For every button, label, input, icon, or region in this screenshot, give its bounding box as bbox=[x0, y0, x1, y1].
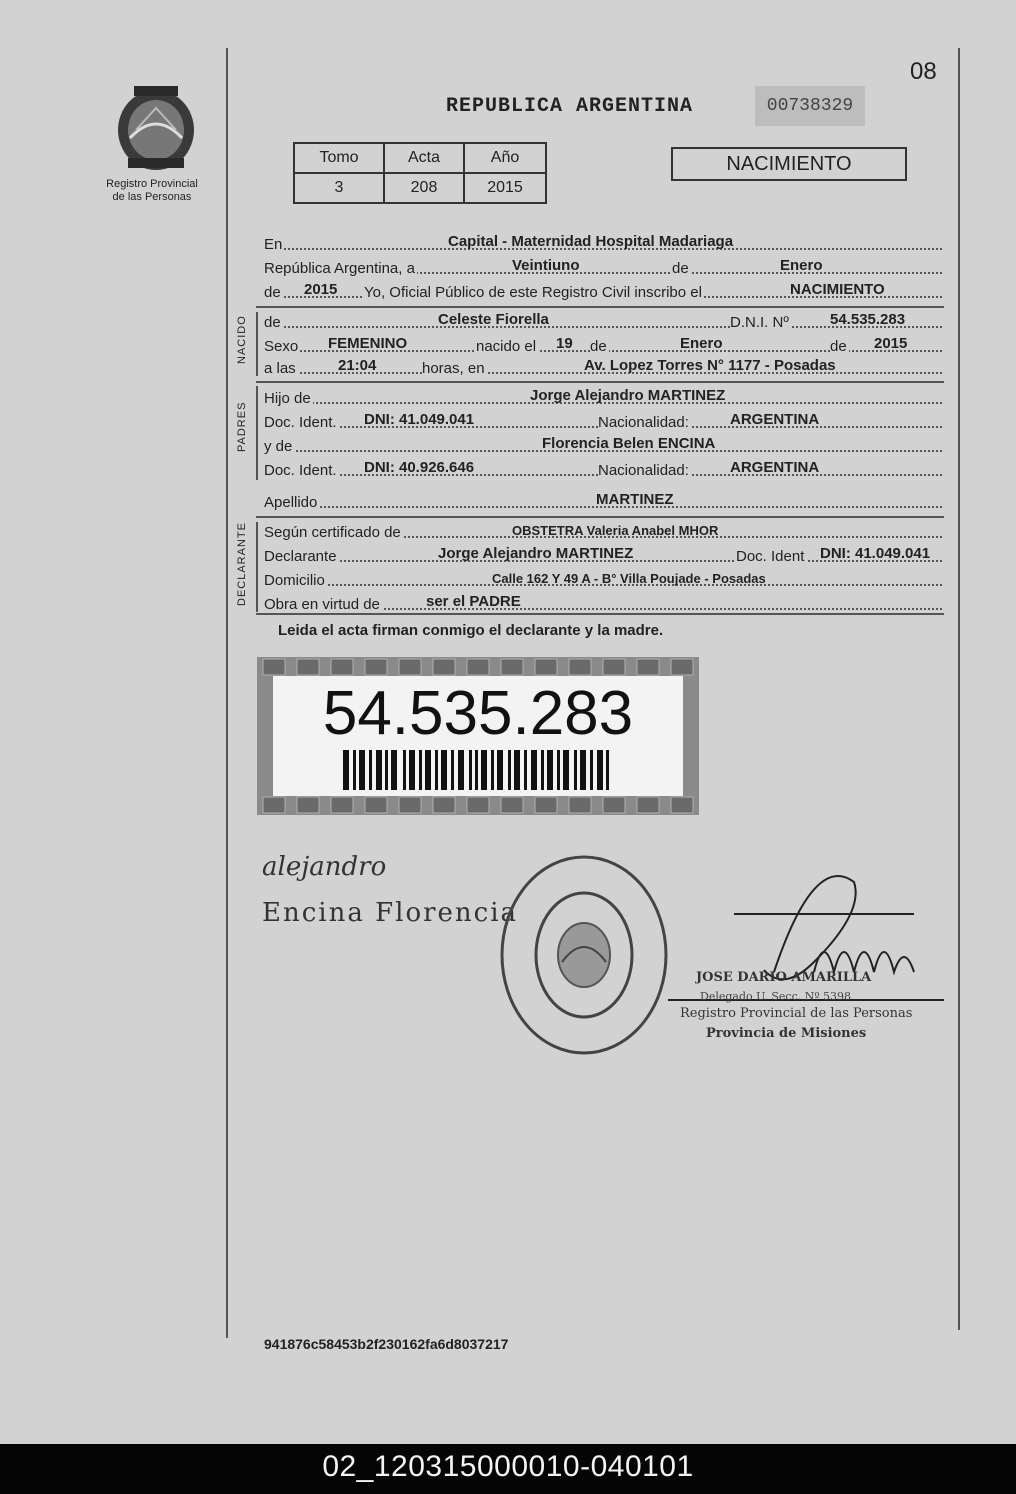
yde-label: y de bbox=[264, 438, 293, 455]
official-org: Registro Provincial de las Personas bbox=[680, 1006, 913, 1021]
signature-madre: Encina Florencia bbox=[262, 898, 519, 928]
row-hijo bbox=[264, 386, 942, 408]
row-madre bbox=[264, 434, 942, 456]
de-label: de bbox=[672, 260, 689, 277]
nacido-dia-value: 19 bbox=[556, 335, 573, 352]
row-madre-doc bbox=[264, 458, 942, 480]
madre-nac-value: ARGENTINA bbox=[730, 459, 820, 476]
tomo-header: Tomo bbox=[294, 143, 384, 173]
nacido-de-label: de bbox=[590, 338, 607, 355]
row-yo bbox=[264, 280, 942, 302]
nacido-de2-label: de bbox=[830, 338, 847, 355]
domicilio-label: Domicilio bbox=[264, 572, 325, 589]
tipo-value: NACIMIENTO bbox=[790, 281, 885, 298]
acta-value: 208 bbox=[384, 173, 464, 203]
apellido-value: MARTINEZ bbox=[596, 491, 674, 508]
document-hash: 941876c58453b2f230162fa6d8037217 bbox=[264, 1336, 509, 1352]
tomo-value: 3 bbox=[294, 173, 384, 203]
dni-value: 54.535.283 bbox=[830, 311, 906, 328]
padre-doc-value: DNI: 41.049.041 bbox=[364, 411, 475, 428]
registry-header-row bbox=[294, 143, 546, 173]
barcode-number: 54.535.283 bbox=[322, 679, 634, 748]
yo-label: Yo, Oficial Público de este Registro Civil inscribo el bbox=[364, 284, 702, 301]
row-domicilio bbox=[264, 568, 942, 590]
separator bbox=[256, 306, 944, 308]
madre-doc-label: Doc. Ident. bbox=[264, 462, 337, 479]
declarante-doc-value: DNI: 41.049.041 bbox=[820, 545, 931, 562]
registry-value-row bbox=[294, 173, 546, 203]
left-margin-line bbox=[226, 48, 228, 1338]
nombre-de-label: de bbox=[264, 314, 281, 331]
row-fecha bbox=[264, 256, 942, 278]
sexo-value: FEMENINO bbox=[328, 335, 408, 352]
row-hora bbox=[264, 356, 942, 378]
domicilio-value: Calle 162 Y 49 A - B° Villa Poujade - Posadas bbox=[492, 571, 766, 586]
padre-value: Jorge Alejandro MARTINEZ bbox=[530, 387, 726, 404]
serial-number: 00738329 bbox=[755, 86, 865, 126]
row-certificado bbox=[264, 520, 942, 542]
signature-declarante: alejandro bbox=[262, 852, 387, 882]
nacido-section-label: NACIDO bbox=[236, 315, 248, 364]
document-title: REPUBLICA ARGENTINA bbox=[446, 95, 694, 118]
anio-value: 2015 bbox=[464, 173, 546, 203]
mes-value: Enero bbox=[780, 257, 823, 274]
certificado-value: OBSTETRA Valeria Anabel MHOR bbox=[512, 523, 719, 538]
nacido-el-label: nacido el bbox=[476, 338, 537, 355]
row-sexo bbox=[264, 334, 942, 356]
en-value: Capital - Maternidad Hospital Madariaga bbox=[448, 233, 734, 250]
acta-header: Acta bbox=[384, 143, 464, 173]
page-number: 08 bbox=[910, 58, 937, 85]
declarante-label: Declarante bbox=[264, 548, 337, 565]
sexo-label: Sexo bbox=[264, 338, 299, 355]
republica-label: República Argentina, a bbox=[264, 260, 415, 277]
madre-value: Florencia Belen ENCINA bbox=[542, 435, 716, 452]
anio-header: Año bbox=[464, 143, 546, 173]
horas-label: horas, en bbox=[422, 360, 485, 377]
barcode-icon bbox=[343, 750, 609, 790]
row-en bbox=[264, 232, 942, 254]
madre-nac-label: Nacionalidad: bbox=[598, 462, 689, 479]
hijo-label: Hijo de bbox=[264, 390, 311, 407]
lugar-value: Av. Lopez Torres N° 1177 - Posadas bbox=[584, 357, 836, 374]
official-title: Delegado U. Secc. Nº 5398 bbox=[700, 990, 852, 1003]
registry-table bbox=[293, 142, 547, 204]
declarante-value: Jorge Alejandro MARTINEZ bbox=[438, 545, 634, 562]
separator bbox=[256, 381, 944, 383]
logo-label-line1: Registro Provincial bbox=[106, 178, 198, 190]
declarante-doc-label: Doc. Ident bbox=[736, 548, 805, 565]
declarante-side-line bbox=[256, 522, 258, 612]
padre-nac-label: Nacionalidad: bbox=[598, 414, 689, 431]
certificado-label: Según certificado de bbox=[264, 524, 401, 541]
row-apellido bbox=[264, 490, 942, 512]
row-padre-doc bbox=[264, 410, 942, 432]
row-obra bbox=[264, 592, 942, 614]
footer-id: 02_120315000010-040101 bbox=[0, 1444, 1016, 1494]
dia-value: Veintiuno bbox=[512, 257, 580, 274]
padre-doc-label: Doc. Ident. bbox=[264, 414, 337, 431]
padres-section-label: PADRES bbox=[236, 401, 248, 452]
hora-value: 21:04 bbox=[338, 357, 377, 374]
alas-label: a las bbox=[264, 360, 296, 377]
separator bbox=[256, 613, 944, 615]
de2-label: de bbox=[264, 284, 281, 301]
nacido-anio-value: 2015 bbox=[874, 335, 908, 352]
apellido-label: Apellido bbox=[264, 494, 318, 511]
declarante-section-label: DECLARANTE bbox=[236, 522, 248, 606]
padres-side-line bbox=[256, 386, 258, 480]
obra-value: ser el PADRE bbox=[426, 593, 521, 610]
en-label: En bbox=[264, 236, 283, 253]
row-declarante bbox=[264, 544, 942, 566]
dni-label: D.N.I. Nº bbox=[730, 314, 789, 331]
nombre-value: Celeste Fiorella bbox=[438, 311, 549, 328]
madre-doc-value: DNI: 40.926.646 bbox=[364, 459, 475, 476]
logo-label-line2: de las Personas bbox=[112, 191, 192, 203]
official-name: JOSE DARIO AMARILLA bbox=[696, 970, 872, 985]
obra-label: Obra en virtud de bbox=[264, 596, 380, 613]
closing-text: Leida el acta firman conmigo el declarante y la madre. bbox=[278, 622, 664, 639]
separator bbox=[256, 516, 944, 518]
misiones-emblem-icon bbox=[108, 82, 204, 176]
row-nombre bbox=[264, 310, 942, 332]
nacido-side-line bbox=[256, 312, 258, 376]
logo-label bbox=[92, 178, 212, 204]
official-seal-icon bbox=[496, 852, 672, 1058]
act-type-box: NACIMIENTO bbox=[671, 147, 907, 181]
right-margin-line bbox=[958, 48, 960, 1330]
nacido-mes-value: Enero bbox=[680, 335, 723, 352]
anio-fecha-value: 2015 bbox=[304, 281, 338, 298]
padre-nac-value: ARGENTINA bbox=[730, 411, 820, 428]
official-province: Provincia de Misiones bbox=[706, 1026, 867, 1041]
